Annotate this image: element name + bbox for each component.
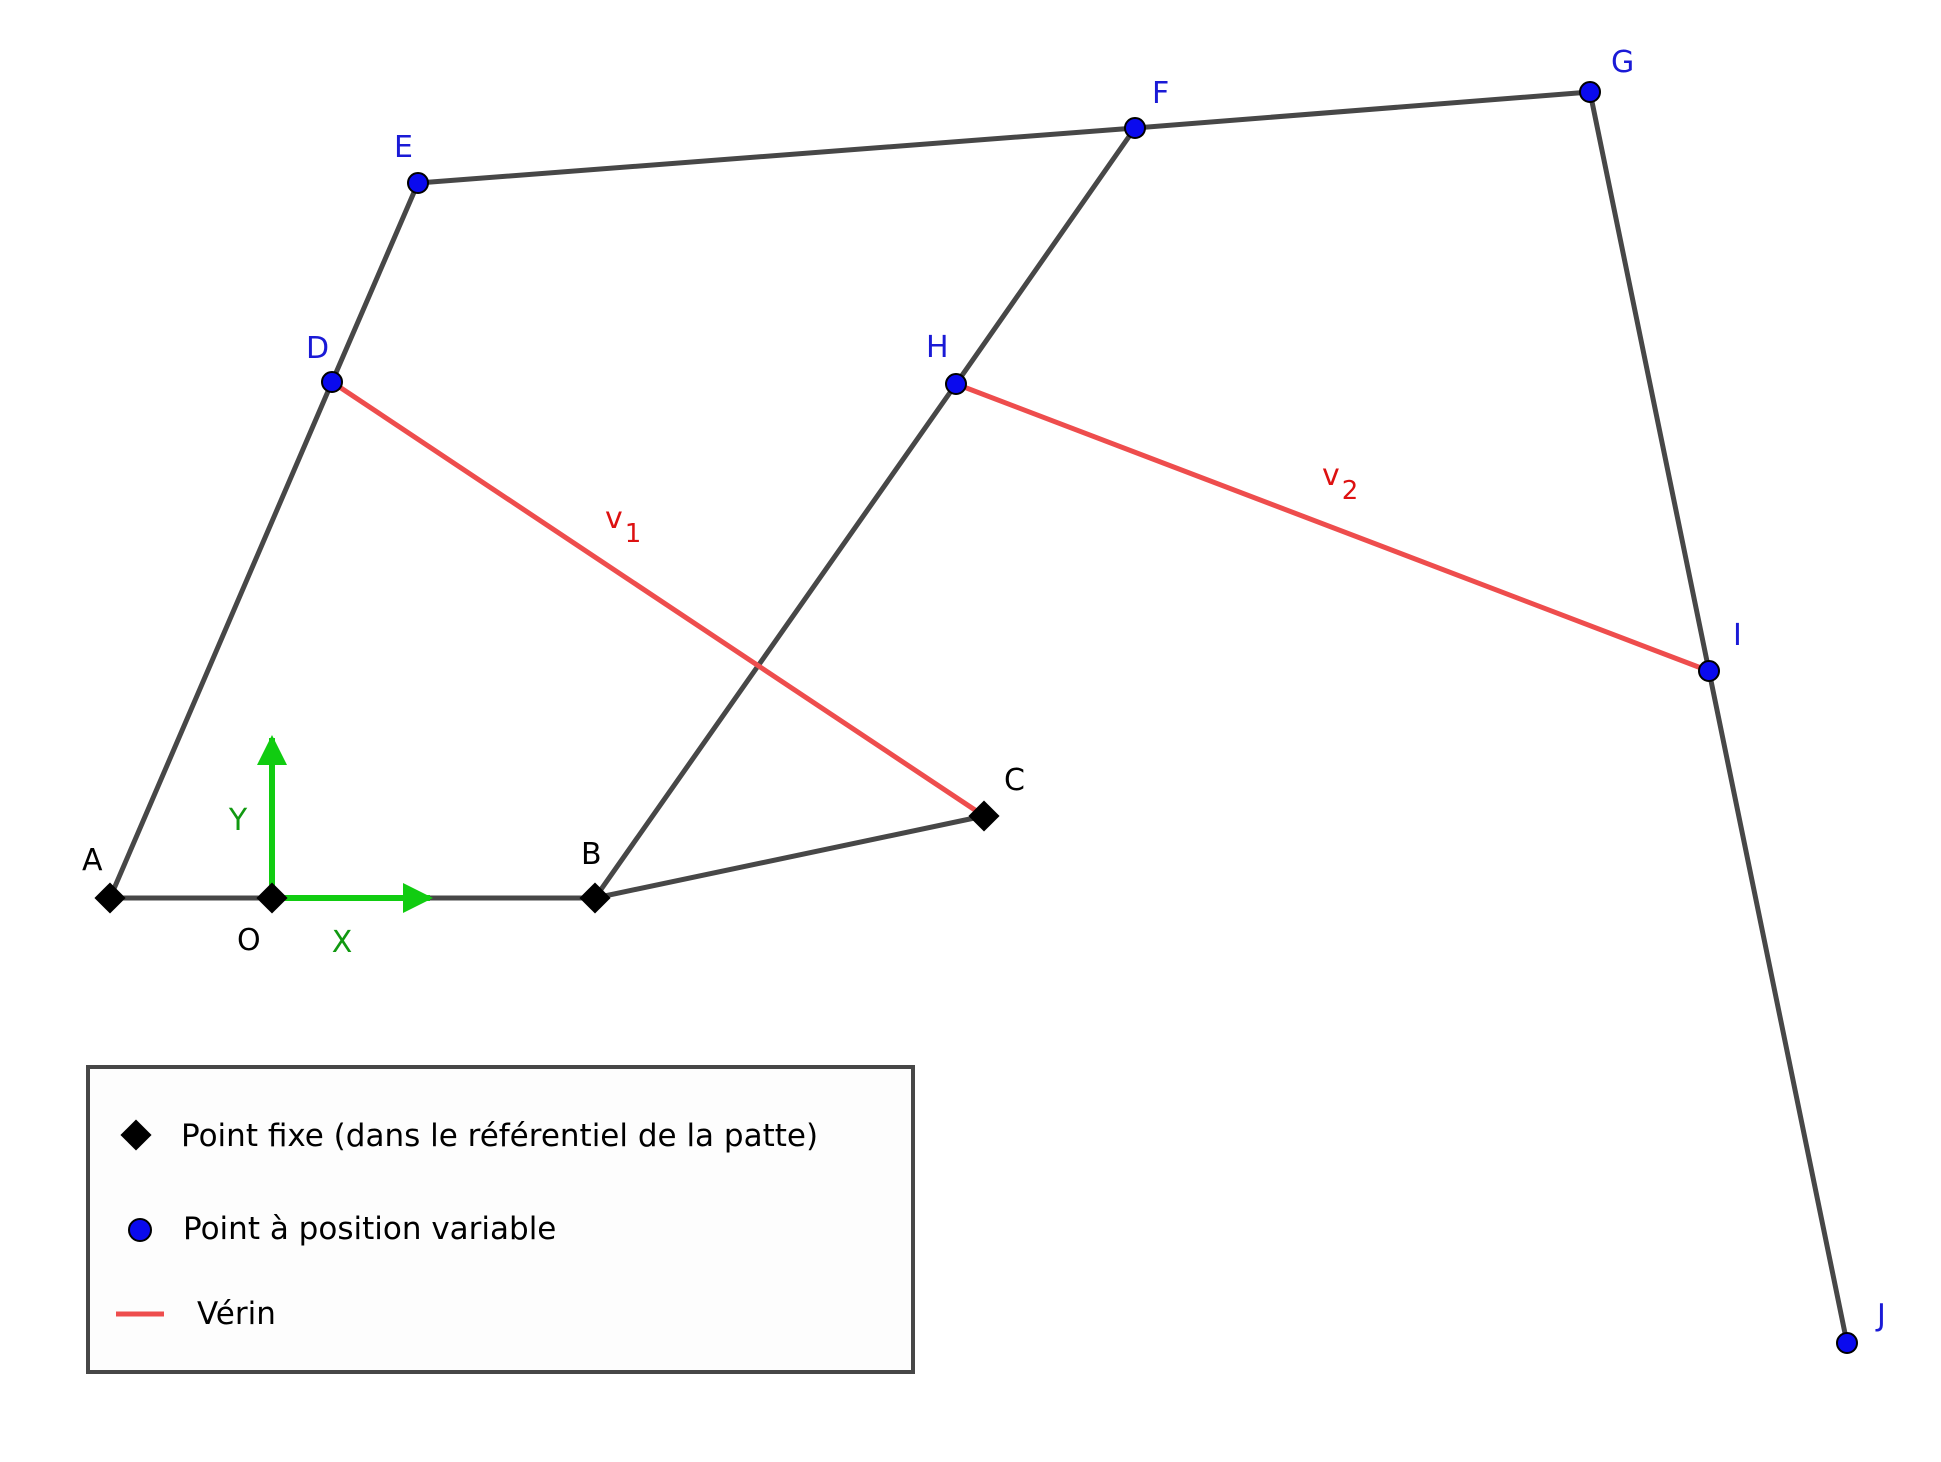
point-A-label: A [82,843,103,878]
actuator-v2-subscript: 2 [1341,476,1359,506]
point-O-marker [256,882,287,913]
link-EF [418,128,1135,183]
link-AD [110,382,332,898]
point-E-marker [408,173,428,193]
point-J-marker [1837,1333,1857,1353]
y-axis-label: Y [228,803,248,838]
link-HF [956,128,1135,384]
actuator-v1 [332,382,984,816]
point-I-label: I [1733,618,1742,653]
actuator-v1-subscript: 1 [624,519,642,549]
link-BC [595,816,984,898]
point-H-marker [946,374,966,394]
point-J-label: J [1877,1298,1886,1333]
link-GI [1590,92,1709,671]
link-DE [332,183,418,382]
point-G-marker [1580,82,1600,102]
point-F-label: F [1152,76,1170,111]
point-G-label: G [1611,45,1635,80]
actuator-v2 [956,384,1709,671]
actuator-v2-label [1322,458,1358,506]
actuators [332,382,1709,816]
point-C-marker [968,800,999,831]
legend-variable-point-icon [129,1219,151,1241]
link-IJ [1709,671,1847,1343]
legend [88,1067,913,1372]
point-B-marker [579,882,610,913]
legend-actuator-text: Vérin [197,1296,276,1332]
actuator-v1-label [605,501,641,549]
point-F-marker [1125,118,1145,138]
point-I-marker [1699,661,1719,681]
link-FG [1135,92,1590,128]
point-E-label: E [394,130,413,165]
actuator-v1-letter: v [605,501,623,536]
actuator-labels [605,458,1358,549]
link-BH [595,384,956,898]
x-axis-label: X [331,925,353,960]
point-D-label: D [306,331,330,366]
point-C-label: C [1004,763,1025,798]
point-B-label: B [581,837,602,872]
point-H-label: H [926,330,949,365]
point-O-label: O [237,923,261,958]
point-D-marker [322,372,342,392]
point-A-marker [94,882,125,913]
actuator-v2-letter: v [1322,458,1340,493]
legend-fixed-point-text: Point fixe (dans le référentiel de la patte) [181,1118,819,1154]
legend-variable-point-text: Point à position variable [183,1211,557,1247]
